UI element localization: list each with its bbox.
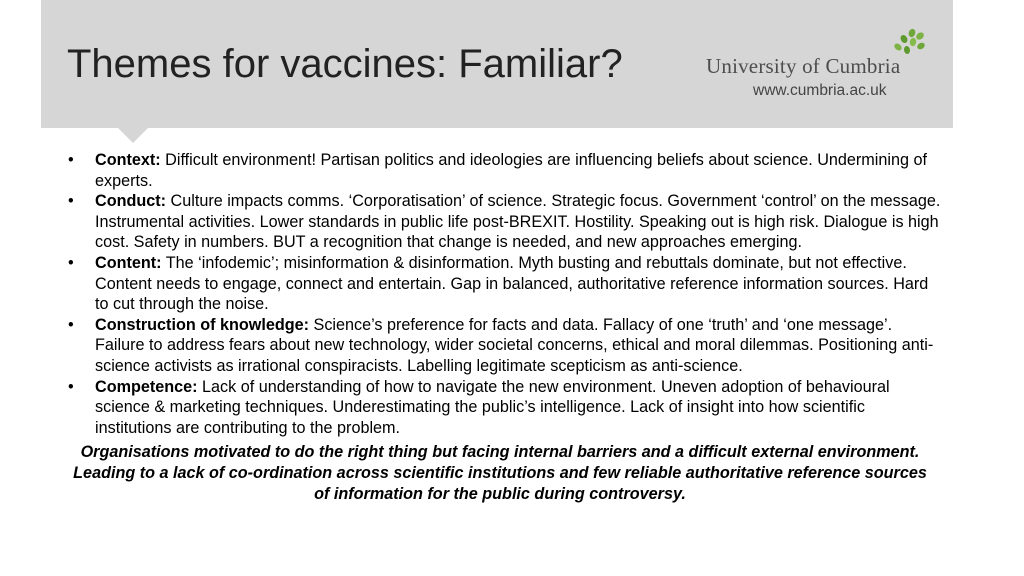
bullet-list	[64, 150, 944, 438]
bullet-item-content	[64, 253, 944, 315]
bullet-text: Culture impacts comms. ‘Corporatisation’ of science. Strategic focus. Government ‘control’ on the message. Instrumental activities. Lower standards in public life post-BREXIT. Hostility. Speaking out is high risk. Dialogue is high cost. Safety in numbers. BUT a recognition that change is needed, and new approaches emerging.	[95, 192, 941, 252]
bullet-text: The ‘infodemic’; misinformation & disinformation. Myth busting and rebuttals dominate, but not effective. Content needs to engage, connect and entertain. Gap in balanced, authoritative reference information sources. Hard to cut through the noise.	[95, 253, 929, 314]
slide-title: Themes for vaccines: Familiar?	[67, 42, 623, 86]
bullet-term: Competence:	[95, 377, 198, 396]
bullet-item-construction	[64, 315, 944, 377]
bullet-term: Construction of knowledge:	[95, 315, 310, 334]
bullet-icon: •	[68, 253, 74, 272]
summary-statement: Organisations motivated to do the right thing but facing internal barriers and a difficult external environment. Leading to a lack of co-ordination across scientific institutions and few reliable authoritative reference sources of information for the public during controversy.	[73, 443, 927, 503]
bullet-icon: •	[68, 192, 74, 211]
logo-name: University of Cumbria	[706, 54, 901, 78]
bullet-icon: •	[68, 315, 74, 334]
bullet-item-conduct	[64, 191, 944, 253]
bullet-term: Content:	[95, 253, 162, 272]
bullet-text: Science’s preference for facts and data. Fallacy of one ‘truth’ and ‘one message’. Failure to address fears about new technology, wider societal concerns, ethical and moral dilemmas. Positioning anti-science activists as irrational conspiracists. Labelling legitimate scepticism as anti-science.	[95, 315, 934, 375]
bullet-item-competence	[64, 377, 944, 439]
bullet-item-context	[64, 150, 944, 191]
logo-url: www.cumbria.ac.uk	[753, 82, 887, 99]
bullet-term: Conduct:	[95, 192, 167, 211]
bullet-icon: •	[68, 151, 74, 169]
bullet-text: Lack of understanding of how to navigate the new environment. Uneven adoption of behavioural science & marketing techniques. Underestimating the public’s intelligence. Lack of insight into how scientific institutions are contributing to the problem.	[95, 377, 890, 437]
bullet-term: Context:	[95, 151, 161, 169]
header-notch	[117, 127, 149, 143]
university-logo	[706, 28, 926, 103]
bullet-text: Difficult environment! Partisan politics and ideologies are influencing beliefs about science. Undermining of experts.	[95, 151, 927, 190]
bullet-icon: •	[68, 377, 74, 396]
slide-body	[64, 150, 944, 504]
